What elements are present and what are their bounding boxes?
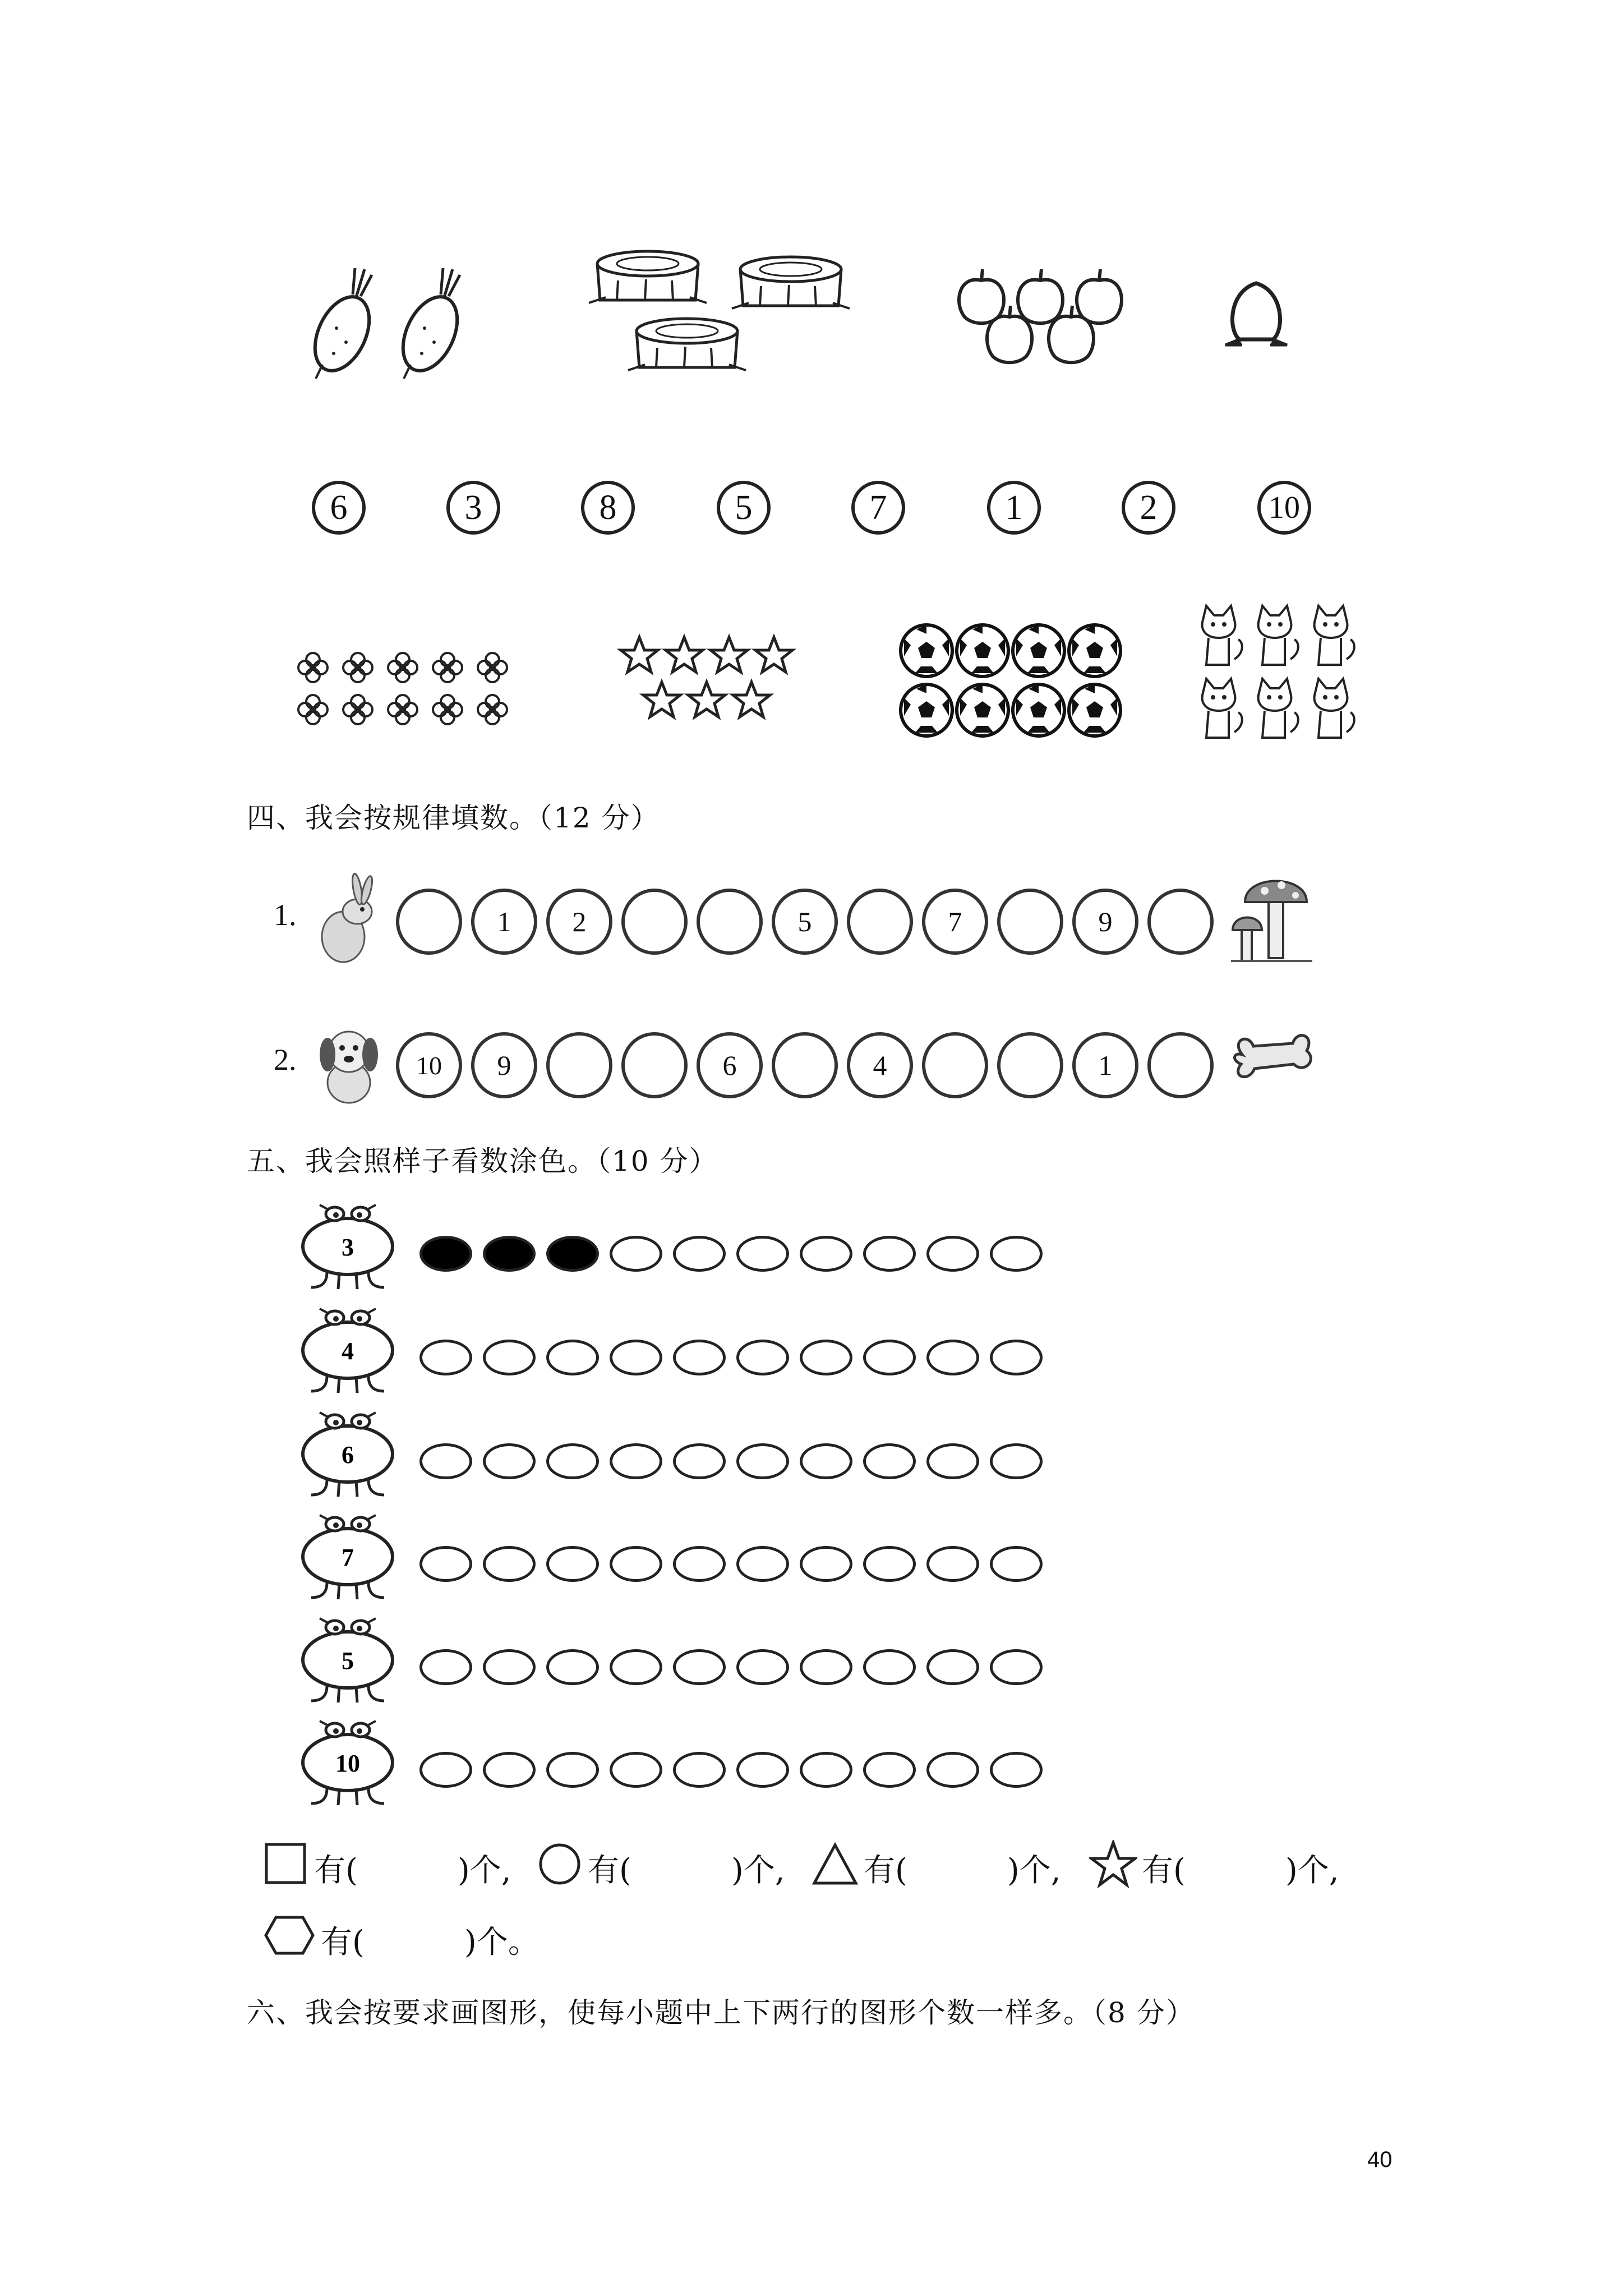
color-oval[interactable] — [483, 1340, 536, 1375]
sequence-circle[interactable]: 9 — [471, 1032, 537, 1098]
soccer-balls-icon — [897, 622, 1133, 739]
color-oval[interactable] — [673, 1752, 726, 1788]
number-creature-icon — [294, 1717, 401, 1809]
color-oval[interactable] — [863, 1443, 916, 1479]
color-oval[interactable] — [800, 1236, 852, 1272]
row-2-label: 2. — [274, 1043, 297, 1076]
cats-icon — [1193, 603, 1356, 749]
color-oval[interactable] — [419, 1236, 472, 1272]
square-icon — [264, 1842, 308, 1887]
color-oval[interactable] — [863, 1649, 916, 1685]
sequence-circle[interactable] — [396, 889, 462, 955]
color-oval[interactable] — [990, 1649, 1043, 1685]
circled-number: 7 — [851, 481, 905, 535]
color-oval[interactable] — [800, 1443, 852, 1479]
color-oval[interactable] — [419, 1340, 472, 1375]
apples-icon — [948, 264, 1133, 370]
sequence-circle[interactable] — [772, 1032, 838, 1098]
hexagon-count-text: 有( )个。 — [321, 1924, 540, 1961]
section-5-heading: 五、我会照样子看数涂色。（10 分） — [247, 1145, 718, 1177]
color-oval[interactable] — [736, 1649, 789, 1685]
color-oval[interactable] — [926, 1546, 979, 1582]
number-creature-icon — [294, 1408, 401, 1501]
sequence-circle[interactable]: 1 — [471, 889, 537, 955]
color-oval[interactable] — [419, 1443, 472, 1479]
color-oval[interactable] — [736, 1443, 789, 1479]
color-oval[interactable] — [990, 1443, 1043, 1479]
number-creature-icon — [294, 1304, 401, 1397]
color-oval[interactable] — [610, 1546, 662, 1582]
color-oval[interactable] — [863, 1752, 916, 1788]
color-oval[interactable] — [546, 1546, 599, 1582]
color-oval[interactable] — [800, 1340, 852, 1375]
creature-number: 7 — [342, 1544, 354, 1571]
sequence-circle[interactable]: 6 — [697, 1032, 763, 1098]
sequence-circle[interactable]: 2 — [546, 889, 612, 955]
color-oval[interactable] — [800, 1752, 852, 1788]
color-oval[interactable] — [926, 1443, 979, 1479]
mushroom-icon — [1228, 868, 1318, 967]
creature-number: 5 — [342, 1647, 354, 1674]
dog-icon — [315, 1021, 382, 1105]
circled-number: 8 — [581, 481, 635, 535]
square-count-text: 有( )个, — [314, 1852, 511, 1889]
stars-icon — [617, 631, 808, 726]
creature-number: 6 — [342, 1441, 354, 1469]
page-number: 40 — [1367, 2147, 1393, 2172]
color-oval[interactable] — [483, 1236, 536, 1272]
number-creature-icon — [294, 1200, 401, 1293]
color-oval[interactable] — [800, 1546, 852, 1582]
color-oval[interactable] — [546, 1443, 599, 1479]
star-count-text: 有( )个, — [1142, 1852, 1339, 1889]
row-1-label: 1. — [274, 898, 297, 932]
sequence-circle[interactable] — [997, 1032, 1063, 1098]
color-oval[interactable] — [483, 1752, 536, 1788]
color-oval[interactable] — [610, 1649, 662, 1685]
circle-count-text: 有( )个, — [588, 1852, 785, 1889]
radish-icon — [311, 264, 379, 381]
color-oval[interactable] — [863, 1236, 916, 1272]
sequence-circle[interactable] — [1147, 1032, 1214, 1098]
color-oval[interactable] — [419, 1752, 472, 1788]
color-oval[interactable] — [736, 1546, 789, 1582]
color-oval[interactable] — [736, 1752, 789, 1788]
color-oval[interactable] — [610, 1236, 662, 1272]
sequence-circle[interactable] — [1147, 889, 1214, 955]
triangle-icon — [811, 1842, 859, 1887]
color-oval[interactable] — [926, 1752, 979, 1788]
color-oval[interactable] — [736, 1236, 789, 1272]
circle-icon — [537, 1842, 582, 1887]
sequence-circle[interactable]: 4 — [847, 1032, 913, 1098]
circled-number: 2 — [1122, 481, 1175, 535]
color-oval[interactable] — [419, 1546, 472, 1582]
color-oval[interactable] — [863, 1340, 916, 1375]
circled-number: 3 — [446, 481, 500, 535]
section-6-heading: 六、我会按要求画图形，使每小题中上下两行的图形个数一样多。（8 分） — [247, 1996, 1195, 2029]
color-oval[interactable] — [546, 1752, 599, 1788]
circled-number: 10 — [1257, 481, 1311, 535]
sequence-circle[interactable]: 1 — [1072, 1032, 1138, 1098]
color-oval[interactable] — [546, 1649, 599, 1685]
flowers-icon — [292, 645, 516, 735]
color-oval[interactable] — [483, 1649, 536, 1685]
radish-icon — [399, 264, 467, 381]
circled-number: 1 — [987, 481, 1041, 535]
sequence-circle[interactable] — [847, 889, 913, 955]
creature-number: 3 — [342, 1234, 354, 1261]
sequence-circle[interactable]: 5 — [772, 889, 838, 955]
hexagon-icon — [262, 1914, 316, 1957]
color-oval[interactable] — [419, 1649, 472, 1685]
star-icon — [1089, 1840, 1137, 1888]
rabbit-icon — [315, 872, 382, 968]
color-oval[interactable] — [990, 1546, 1043, 1582]
color-oval[interactable] — [926, 1649, 979, 1685]
color-oval[interactable] — [863, 1546, 916, 1582]
color-oval[interactable] — [673, 1340, 726, 1375]
color-oval[interactable] — [673, 1236, 726, 1272]
number-creature-icon — [294, 1511, 401, 1603]
section-4-heading: 四、我会按规律填数。（12 分） — [247, 802, 660, 834]
color-oval[interactable] — [673, 1649, 726, 1685]
peach-icon — [1217, 275, 1295, 353]
tree-stump-icon — [583, 247, 712, 314]
color-oval[interactable] — [610, 1752, 662, 1788]
circled-number: 6 — [312, 481, 366, 535]
sequence-circle[interactable]: 10 — [396, 1032, 462, 1098]
color-oval[interactable] — [800, 1649, 852, 1685]
creature-number: 4 — [342, 1337, 354, 1365]
sequence-circle[interactable] — [621, 889, 688, 955]
tree-stump-icon — [726, 252, 855, 320]
sequence-circle[interactable] — [546, 1032, 612, 1098]
color-oval[interactable] — [990, 1752, 1043, 1788]
sequence-circle[interactable]: 7 — [922, 889, 988, 955]
color-oval[interactable] — [673, 1546, 726, 1582]
color-oval[interactable] — [546, 1236, 599, 1272]
color-oval[interactable] — [610, 1340, 662, 1375]
sequence-circle[interactable] — [997, 889, 1063, 955]
sequence-circle[interactable] — [922, 1032, 988, 1098]
color-oval[interactable] — [990, 1340, 1043, 1375]
color-oval[interactable] — [673, 1443, 726, 1479]
color-oval[interactable] — [483, 1443, 536, 1479]
sequence-circle[interactable]: 9 — [1072, 889, 1138, 955]
color-oval[interactable] — [926, 1236, 979, 1272]
color-oval[interactable] — [926, 1340, 979, 1375]
color-oval[interactable] — [483, 1546, 536, 1582]
sequence-circle[interactable] — [697, 889, 763, 955]
triangle-count-text: 有( )个, — [864, 1852, 1061, 1889]
color-oval[interactable] — [546, 1340, 599, 1375]
color-oval[interactable] — [610, 1443, 662, 1479]
sequence-circle[interactable] — [621, 1032, 688, 1098]
tree-stump-icon — [623, 314, 751, 381]
color-oval[interactable] — [990, 1236, 1043, 1272]
number-creature-icon — [294, 1614, 401, 1706]
color-oval[interactable] — [736, 1340, 789, 1375]
creature-number: 10 — [335, 1750, 360, 1777]
bone-icon — [1225, 1029, 1321, 1091]
circled-number: 5 — [717, 481, 771, 535]
